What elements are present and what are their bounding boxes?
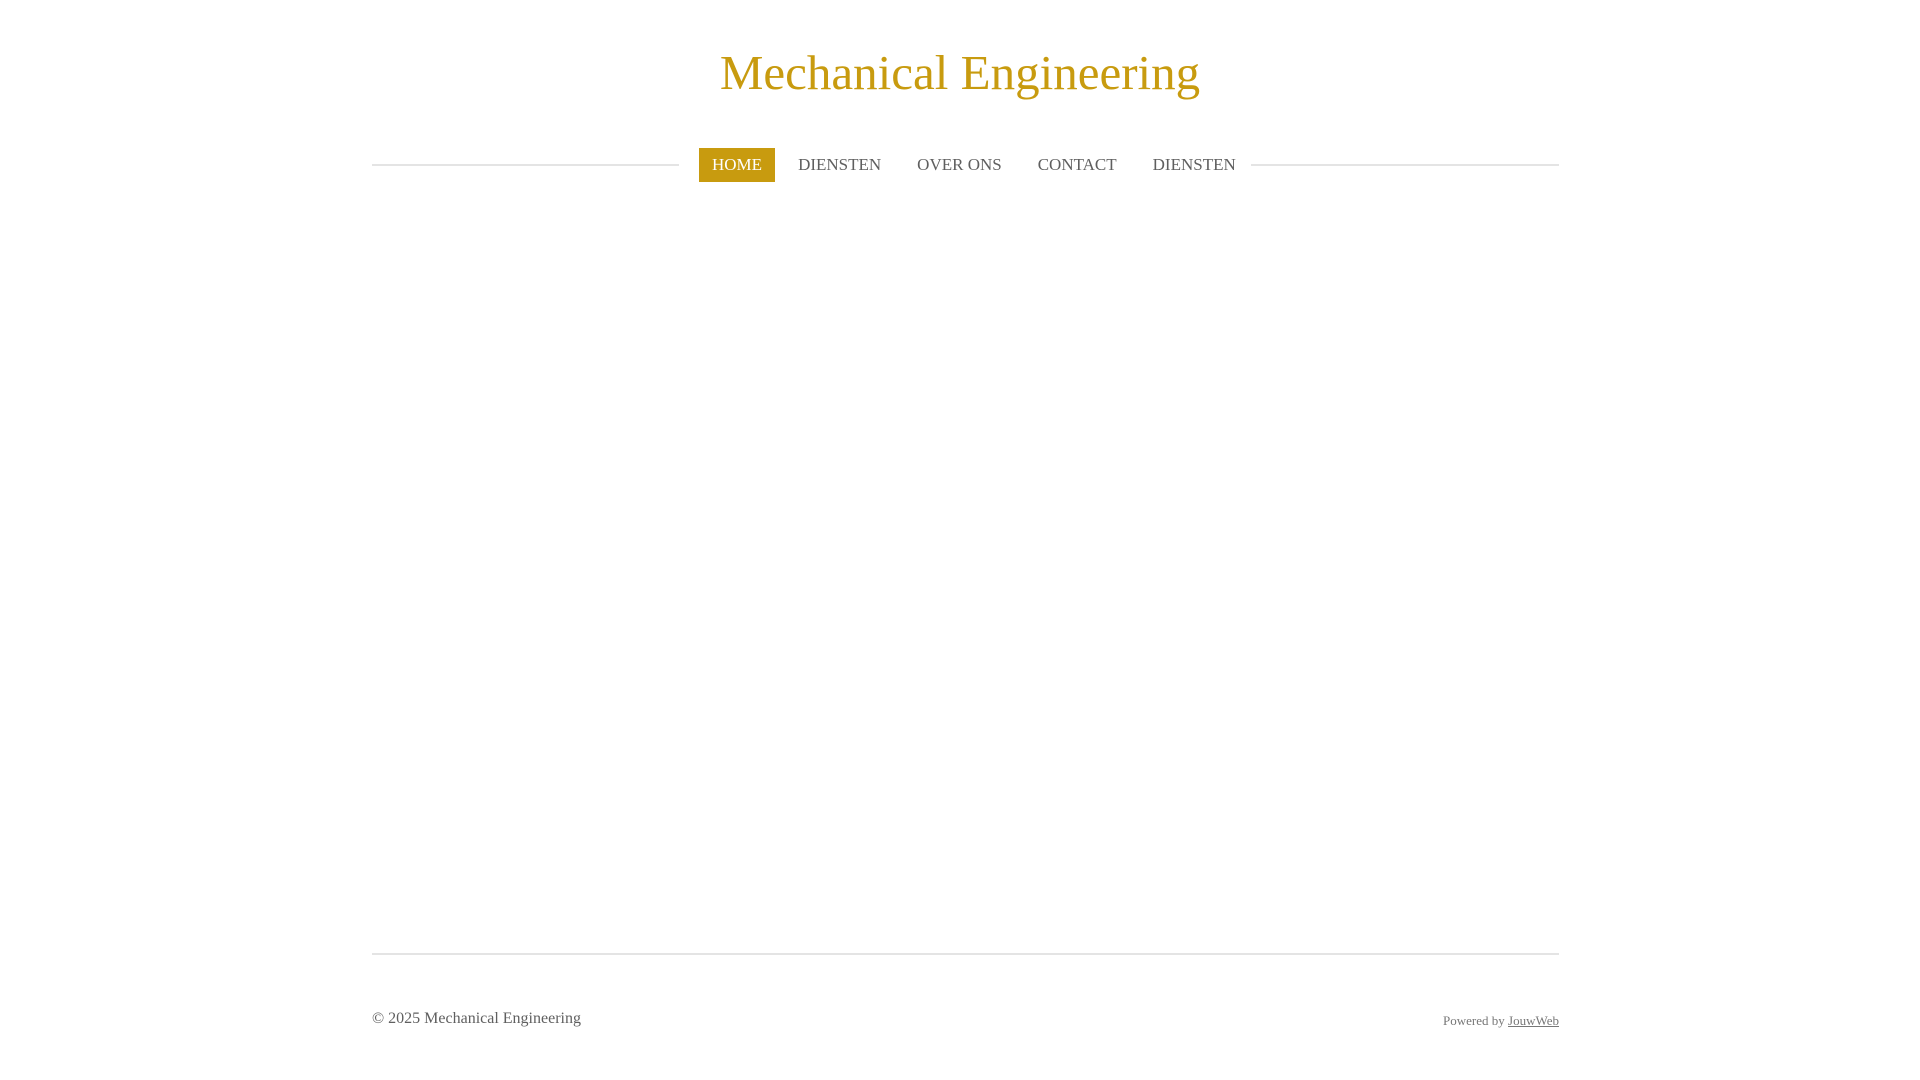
jouwweb-link[interactable]: JouwWeb: [1508, 1013, 1559, 1028]
nav-item-over-ons[interactable]: OVER ONS: [917, 155, 1002, 174]
nav-divider-left: [372, 164, 679, 166]
nav-divider-right: [1251, 164, 1559, 166]
nav-menu: [699, 147, 1259, 183]
nav-item-contact[interactable]: CONTACT: [1037, 155, 1117, 174]
nav-item-diensten[interactable]: DIENSTEN: [798, 155, 882, 174]
footer-copyright: © 2025 Mechanical Engineering: [372, 1010, 581, 1027]
main-navigation: [372, 147, 1559, 183]
powered-by: [1443, 1013, 1559, 1029]
nav-item-home[interactable]: HOME: [699, 148, 775, 182]
site-title[interactable]: Mechanical Engineering: [719, 45, 1201, 100]
nav-item-diensten-2[interactable]: DIENSTEN: [1152, 155, 1236, 174]
footer-divider: [372, 953, 1559, 955]
powered-by-label: Powered by: [1443, 1013, 1505, 1028]
